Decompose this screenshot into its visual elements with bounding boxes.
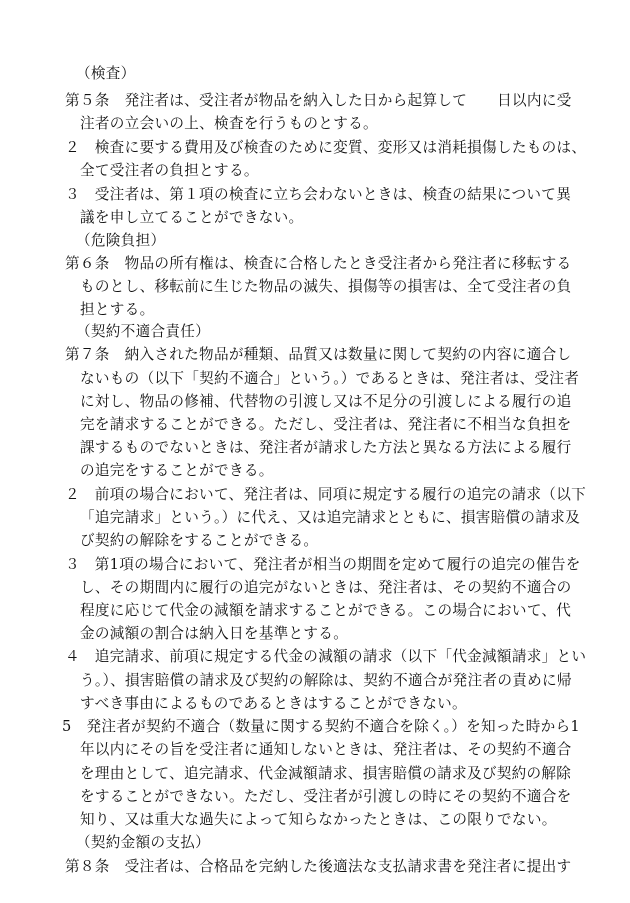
heading-nonconformity: （契約不適合責任） xyxy=(76,323,211,340)
heading-payment: （契約金額の支払） xyxy=(76,834,211,851)
article-6-line-2: ものとし、移転前に生じた物品の滅失、損傷等の損害は、全て受注者の負 xyxy=(80,278,572,295)
article-7-para-3-line-3: 程度に応じて代金の減額を請求することができる。この場合において、代 xyxy=(80,602,572,619)
article-5-para-2-line-1: ２ 検査に要する費用及び検査のために変質、変形又は消耗損傷したものは、 xyxy=(65,139,587,156)
article-7-para-5-line-4: をすることができない。ただし、受注者が引渡しの時にその契約不適合を xyxy=(80,788,572,805)
article-7-para-4-line-3: すべき事由によるものであるときはすることができない。 xyxy=(80,695,467,712)
article-7-para-5-line-1: 5 発注者が契約不適合（数量に関する契約不適合を除く。）を知った時から1 xyxy=(62,718,580,735)
article-5-line-2: 注者の立会いの上、検査を行うものとする。 xyxy=(80,115,378,132)
article-7-para-5-line-2: 年以内にその旨を受注者に通知しないときは、発注者は、その契約不適合 xyxy=(80,741,572,758)
article-6-line-3: 担とする。 xyxy=(80,301,155,318)
article-8-line-1: 第８条 受注者は、合格品を完納した後適法な支払請求書を発注者に提出す xyxy=(65,858,572,875)
article-5-para-3-line-2: 議を申し立てることができない。 xyxy=(80,209,304,226)
article-7-para-2-line-1: ２ 前項の場合において、発注者は、同項に規定する履行の追完の請求（以下 xyxy=(65,486,586,503)
heading-inspection: （検査） xyxy=(76,65,136,82)
article-7-line-6: の追完をすることができる。 xyxy=(80,462,274,479)
article-7-para-3-line-4: 金の減額の割合は納入日を基準とする。 xyxy=(80,625,349,642)
article-7-line-4: 完を請求することができる。ただし、受注者は、発注者に不相当な負担を xyxy=(80,416,572,433)
article-7-para-2-line-2: 「追完請求」という。）に代え、又は追完請求とともに、損害賠償の請求及 xyxy=(80,509,580,526)
article-7-para-3-line-2: し、その期間内に履行の追完がないときは、発注者は、その契約不適合の xyxy=(80,579,572,596)
article-7-line-1: 第７条 納入された物品が種類、品質又は数量に関して契約の内容に適合し xyxy=(65,346,572,363)
article-7-para-4-line-2: う。）、損害賠償の請求及び契約の解除は、契約不適合が発注者の責めに帰 xyxy=(80,672,572,689)
article-7-line-2: ないもの（以下「契約不適合」という。）であるときは、発注者は、受注者 xyxy=(80,370,580,387)
article-7-line-3: に対し、物品の修補、代替物の引渡し又は不足分の引渡しによる履行の追 xyxy=(80,393,572,410)
article-5-text-cont: 日以内に受 xyxy=(497,92,572,109)
article-5-para-3-line-1: ３ 受注者は、第１項の検査に立ち会わないときは、検査の結果について異 xyxy=(65,186,572,203)
article-7-line-5: 課するものでないときは、発注者が請求した方法と異なる方法による履行 xyxy=(80,439,572,456)
article-5-line-1 xyxy=(0,89,630,112)
article-7-para-3-line-1: ３ 第1項の場合において、発注者が相当の期間を定めて履行の追完の催告を xyxy=(65,556,581,573)
article-7-para-2-line-3: び契約の解除をすることができる。 xyxy=(80,532,319,549)
article-5-text: 第５条 発注者は、受注者が物品を納入した日から起算して xyxy=(65,92,468,109)
article-5-para-2-line-2: 全て受注者の負担とする。 xyxy=(80,162,259,179)
heading-risk-bearing: （危険負担） xyxy=(76,232,166,249)
article-6-line-1: 第６条 物品の所有権は、検査に合格したとき受注者から発注者に移転する xyxy=(65,255,572,272)
article-7-para-5-line-3: を理由として、追完請求、代金減額請求、損害賠償の請求及び契約の解除 xyxy=(80,765,572,782)
article-7-para-5-line-5: 知り、又は重大な過失によって知らなかったときは、この限りでない。 xyxy=(80,811,557,828)
article-7-para-4-line-1: ４ 追完請求、前項に規定する代金の減額の請求（以下「代金減額請求」とい xyxy=(65,648,587,665)
